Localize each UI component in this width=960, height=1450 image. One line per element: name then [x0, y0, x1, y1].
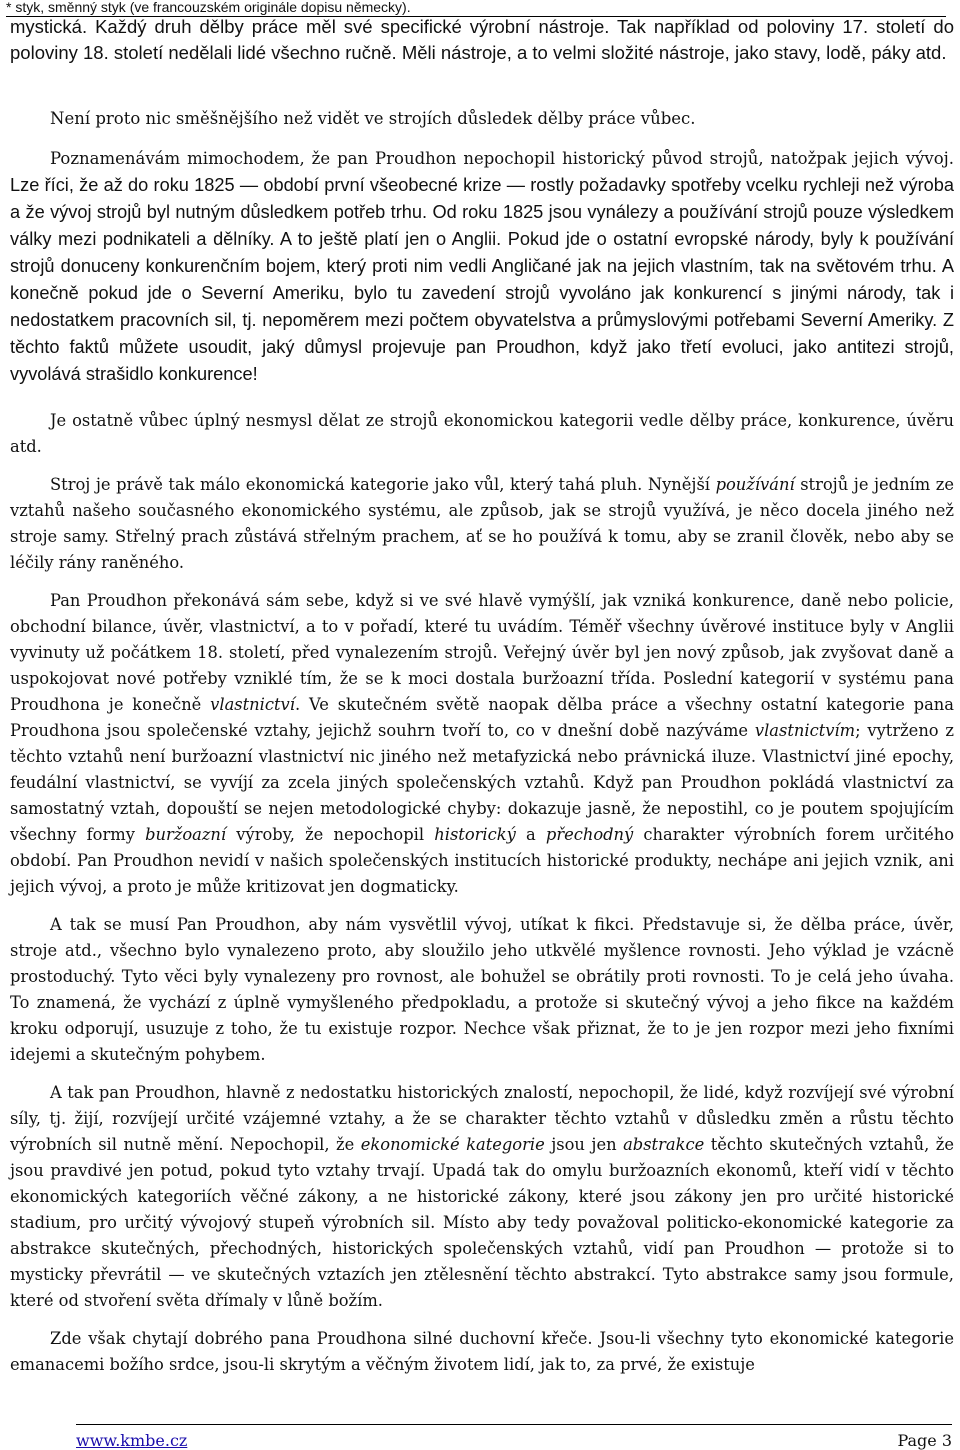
emphasis: přechodný [545, 825, 634, 844]
page-footer [76, 1424, 952, 1450]
page-number: Page 3 [897, 1431, 952, 1450]
paragraph-intro-2: Není proto nic směšnějšího než vidět ve strojích důsledek dělby práce vůbec. [50, 109, 696, 128]
main-body [10, 408, 954, 1390]
footnote: * styk, směnný styk (ve francouzském originále dopisu německy). [6, 0, 946, 17]
paragraph-machines-history [10, 146, 954, 388]
intro-section [10, 14, 954, 66]
paragraph-machine-category [10, 472, 954, 576]
text-segment: výroby, že nepochopil [226, 825, 435, 844]
machines-history-lead: Poznamenávám mimochodem, že pan Proudhon nepochopil historický původ strojů, natožpak jejich vývoj. [50, 149, 954, 168]
text-segment: A tak pan Proudhon, hlavně z nedostatku historických znalostí, nepochopil, že lidé, když rozvíjejí své výrobní síly, tj. žijí, rozvíjejí určité vzájemné vztahy, a že se charakter těchto vztahů v důsledku změn a růstu těchto výrobních sil nutně mění. Nepochopil, že [10, 1083, 954, 1154]
text-segment: a [515, 825, 546, 844]
paragraph-historical-knowledge [10, 1080, 954, 1314]
text-segment: jsou jen [544, 1135, 624, 1154]
text-segment: . Ve skutečném světě naopak dělba práce a všechny ostatní kategorie pana Proudhona jsou společenské vztahy, jejichž souhrn tvoří to, co v dnešní době nazýváme [10, 695, 954, 740]
site-link[interactable]: www.kmbe.cz [76, 1431, 188, 1450]
text-segment: Stroj je právě tak málo ekonomická kategorie jako vůl, který tahá pluh. Nynější [50, 475, 716, 494]
emphasis: buržoazní [145, 825, 227, 844]
emphasis: vlastnictví [210, 695, 295, 714]
emphasis: používání [715, 475, 795, 494]
machines-history-section [10, 146, 954, 388]
paragraph-nonsense: Je ostatně vůbec úplný nesmysl dělat ze strojů ekonomickou kategorii vedle dělby práce, konkurence, úvěru atd. [10, 411, 954, 456]
text-segment: těchto skutečných vztahů, že jsou pravdivé jen potud, pokud tyto vztahy trvají. Upadá tak do omylu buržoazních ekonomů, kteří vidí v těchto ekonomických kategoriích věčné zákony, a ne historické zákony, které jsou zákony jen pro určité historické stadium, pro určitý vývojový stupeň výrobních sil. Místo aby tedy považoval politicko-ekonomické kategorie za abstrakce skutečných, přechodných, historických společenských vztahů, vidí pan Proudhon — protože si to mysticky převrátil — ve skutečných vztazích jen ztělesnění těchto abstrakcí. Tyto abstrakce samy jsou formule, které od stvoření světa dřímaly v lůně božím. [10, 1135, 955, 1310]
emphasis: historický [434, 825, 516, 844]
paragraph-spiritual-cramps: Zde však chytají dobrého pana Proudhona silné duchovní křeče. Jsou-li všechny tyto ekonomické kategorie emanacemi božího srdce, jsou-li skrytým a věčným životem lidí, jak to, za prvé, že existuje [10, 1329, 954, 1374]
text-segment: strojů je jedním ze vztahů našeho současného ekonomického systému, ale způsob, jak se strojů využívá, je něco docela jiného než stroje samy. Střelný prach zůstává střelným prachem, ať se ho používá k tomu, aby se zranil člověk, nebo aby se léčily rány raněného. [10, 475, 954, 572]
text-segment: Pan Proudhon překonává sám sebe, když si ve své hlavě vymýšlí, jak vzniká konkurence, daně nebo policie, obchodní bilance, úvěr, vlastnictví, a to v pořadí, které tu uvádím. Téměř všechny úvěrové instituce byly v Anglii vyvinuty už počátkem 18. století, před vynalezením strojů. Veřejný úvěr byl jen nový způsob, jak zvyšovat daně a uspokojovat nové potřeby vzniklé tím, že se k moci dostala buržoazní třída. Poslední kategorií v systému pana Proudhona je konečně [10, 591, 954, 714]
paragraph-property [10, 588, 954, 900]
emphasis: vlastnictvím [754, 721, 856, 740]
emphasis: abstrakce [623, 1135, 705, 1154]
paragraph-fiction: A tak se musí Pan Proudhon, aby nám vysvětlil vývoj, utíkat k fikci. Představuje si, že dělba práce, úvěr, stroje atd., všechno bylo vynalezeno proto, aby sloužilo jeho utkvělé myšlence rovnosti. Jeho výklad je vzácně prostoduchý. Tyto věci byly vynalezeny pro rovnost, ale bohužel se obrátily proti rovnosti. To je celá jeho úvaha. To znamená, že vychází z úplně vymyšleného předpokladu, a protože si skutečný vývoj a jeho fikce na každém kroku odporují, usuzuje z toho, že tu existuje rozpor. Nechce však přiznat, že to je jen rozpor mezi jeho fixními idejemi a skutečným pohybem. [10, 915, 954, 1064]
text-segment: ; vytrženo z těchto vztahů není buržoazní vlastnictví nic jiného než metafyzická nebo právnická iluze. Vlastnictví jiné epochy, feudální vlastnictví, se vyvíjí za zcela jiných společenských vztahů. Když pan Proudhon pokládá vlastnictví za samostatný vztah, dopouští se nejen metodologické chyby: dokazuje jasně, že nepostihl, co je poutem spojujícím všechny formy [10, 721, 954, 844]
emphasis: ekonomické kategorie [360, 1135, 545, 1154]
machines-history-body: Lze říci, že až do roku 1825 — období první všeobecné krize — rostly požadavky spotřeby vcelku rychleji než výroba a že vývoj strojů byl nutným důsledkem potřeb trhu. Od roku 1825 jsou vynálezy a používání strojů pouze výsledkem války mezi podnikateli a dělníky. A to ještě platí jen o Anglii. Pokud jde o ostatní evropské národy, byly k používání strojů donuceny konkurenčním bojem, který proti nim vedli Angličané jak na jejich vlastním, tak na světovém trhu. A konečně pokud jde o Severní Ameriku, bylo tu zavedení strojů vyvoláno jak konkurencí s jinými národy, tak i nedostatkem pracovních sil, tj. nepoměrem mezi počtem obyvatelstva a průmyslovými potřebami Severní Ameriky. Z těchto faktů můžete usoudit, jaký důmysl projevuje pan Proudhon, když jako třetí evoluci, jako antitezi strojů, vyvolává strašidlo konkurence! [10, 175, 954, 384]
paragraph-intro-1: mystická. Každý druh dělby práce měl své specifické výrobní nástroje. Tak například od poloviny 17. století do poloviny 18. století nedělali lidé všechno ručně. Měli nástroje, a to velmi složité nástroje, jako stavy, lodě, páky atd. [10, 16, 954, 63]
text-segment: charakter výrobních forem určitého období. Pan Proudhon nevidí v našich společenských institucích historické produkty, nechápe ani jejich vznik, ani jejich vývoj, a proto je může kritizovat jen dogmaticky. [10, 825, 955, 896]
intro-statement [10, 106, 954, 132]
